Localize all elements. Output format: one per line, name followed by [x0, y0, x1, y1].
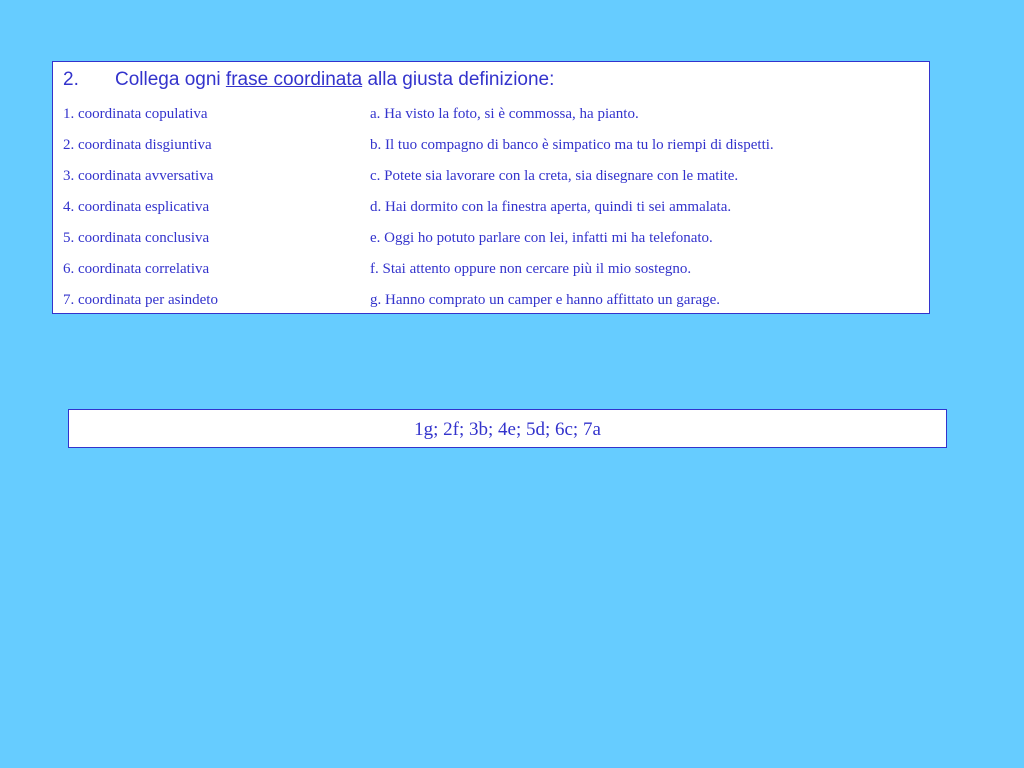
matching-row — [63, 292, 923, 323]
sentence-text: e. Oggi ho potuto parlare con lei, infatti mi ha telefonato. — [370, 230, 713, 246]
sentence-text: b. Il tuo compagno di banco è simpatico ma tu lo riempi di dispetti. — [370, 137, 774, 153]
term-label: 7. coordinata per asindeto — [63, 292, 218, 308]
term-label: 2. coordinata disgiuntiva — [63, 137, 212, 153]
term-label: 6. coordinata correlativa — [63, 261, 210, 277]
answer-text: 1g; 2f; 3b; 4e; 5d; 6c; 7a — [414, 419, 601, 440]
matching-list — [63, 106, 923, 323]
sentence-text: c. Potete sia lavorare con la creta, sia disegnare con le matite. — [370, 168, 739, 184]
title-before: Collega ogni — [115, 69, 226, 90]
title-after: alla giusta definizione: — [362, 69, 555, 90]
matching-row — [63, 106, 923, 137]
exercise-number: 2. — [63, 69, 79, 90]
matching-row — [63, 230, 923, 261]
exercise-box — [52, 61, 930, 314]
exercise-title — [63, 69, 554, 91]
term-label: 4. coordinata esplicativa — [63, 199, 210, 215]
matching-row — [63, 261, 923, 292]
matching-row — [63, 199, 923, 230]
matching-row — [63, 137, 923, 168]
term-label: 5. coordinata conclusiva — [63, 230, 210, 246]
sentence-text: a. Ha visto la foto, si è commossa, ha pianto. — [370, 106, 639, 122]
title-underlined: frase coordinata — [225, 69, 363, 90]
term-label: 3. coordinata avversativa — [63, 168, 214, 184]
term-label: 1. coordinata copulativa — [63, 106, 208, 122]
sentence-text: d. Hai dormito con la finestra aperta, quindi ti sei ammalata. — [370, 199, 732, 215]
answer-box — [68, 409, 947, 448]
sentence-text: f. Stai attento oppure non cercare più il mio sostegno. — [370, 261, 692, 277]
sentence-text: g. Hanno comprato un camper e hanno affittato un garage. — [370, 292, 721, 308]
matching-row — [63, 168, 923, 199]
